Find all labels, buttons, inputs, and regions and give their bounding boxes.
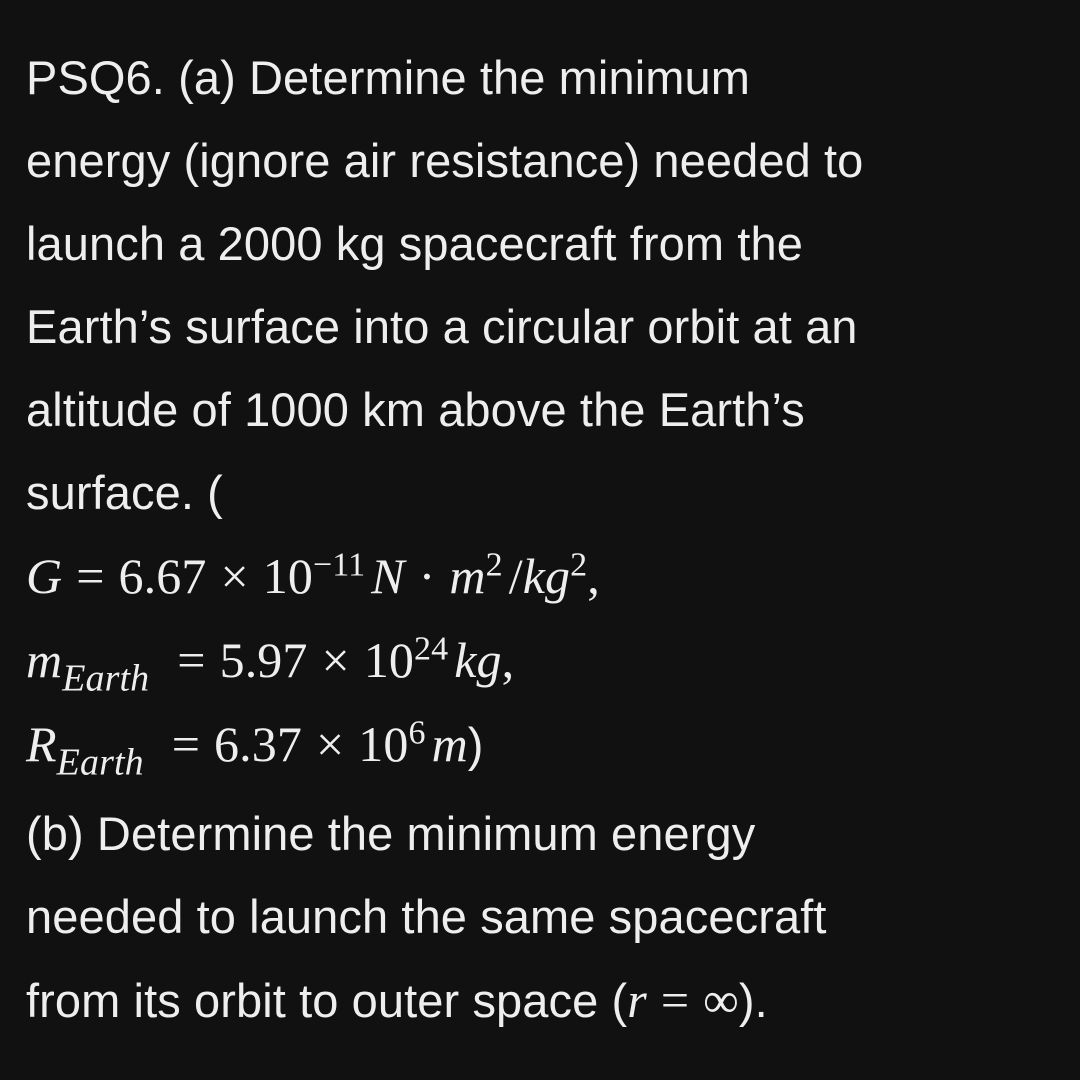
radius-base: 10 (358, 716, 409, 772)
text-line-5: altitude of 1000 km above the Earth’s (26, 383, 805, 436)
g-unit-kg: kg (522, 548, 571, 604)
mass-base: 10 (363, 632, 415, 688)
text-line-3: launch a 2000 kg spacecraft from the (26, 217, 803, 270)
g-unit-meter: m (449, 548, 486, 604)
part-b-line-1: (b) Determine the minimum energy (26, 807, 756, 860)
radius-times: × (315, 716, 345, 772)
earth-radius-line (26, 714, 484, 784)
infinity-symbol: ∞ (703, 972, 739, 1028)
r-variable: r (627, 972, 647, 1028)
radius-unit: m (431, 716, 468, 772)
g-times: × (220, 548, 249, 604)
mass-mantissa: 5.97 (219, 632, 308, 688)
part-b-text: from its orbit to outer space ( (26, 974, 628, 1027)
g-symbol: G (26, 548, 63, 604)
mass-symbol: m (26, 632, 63, 688)
mass-exponent: 24 (414, 630, 449, 668)
g-mantissa: 6.67 (118, 548, 207, 604)
g-slash: / (508, 548, 523, 604)
g-equals: = (76, 548, 105, 604)
text-line-4: Earth’s surface into a circular orbit at an (26, 300, 858, 353)
g-exponent: −11 (312, 546, 366, 584)
mass-unit: kg (454, 632, 502, 688)
g-base: 10 (262, 548, 313, 604)
g-unit-newton: N (371, 548, 405, 604)
radius-equals: = (171, 716, 201, 772)
radius-subscript: Earth (56, 741, 144, 784)
g-kg-exponent: 2 (570, 546, 588, 584)
mass-comma: , (501, 632, 515, 688)
text-line-1: PSQ6. (a) Determine the minimum (26, 51, 750, 104)
part-b-line-3 (26, 972, 768, 1029)
text-line-2: energy (ignore air resistance) needed to (26, 134, 864, 187)
mass-times: × (321, 632, 350, 688)
radius-exponent: 6 (408, 714, 426, 752)
g-meter-exponent: 2 (485, 546, 503, 584)
radius-mantissa: 6.37 (214, 716, 302, 772)
mass-subscript: Earth (62, 657, 150, 700)
text-line-6: surface. ( (26, 466, 223, 519)
radius-symbol: R (26, 716, 57, 772)
part-b-trail: ). (738, 974, 768, 1027)
r-equals: = (660, 972, 690, 1028)
g-dot: · (418, 548, 436, 604)
part-b-line-2: needed to launch the same spacecraft (26, 890, 827, 943)
mass-equals: = (177, 632, 206, 688)
gravitational-constant-line (26, 548, 600, 604)
earth-mass-line (26, 630, 515, 700)
radius-close-paren: ) (467, 718, 484, 771)
g-comma: , (587, 548, 600, 604)
